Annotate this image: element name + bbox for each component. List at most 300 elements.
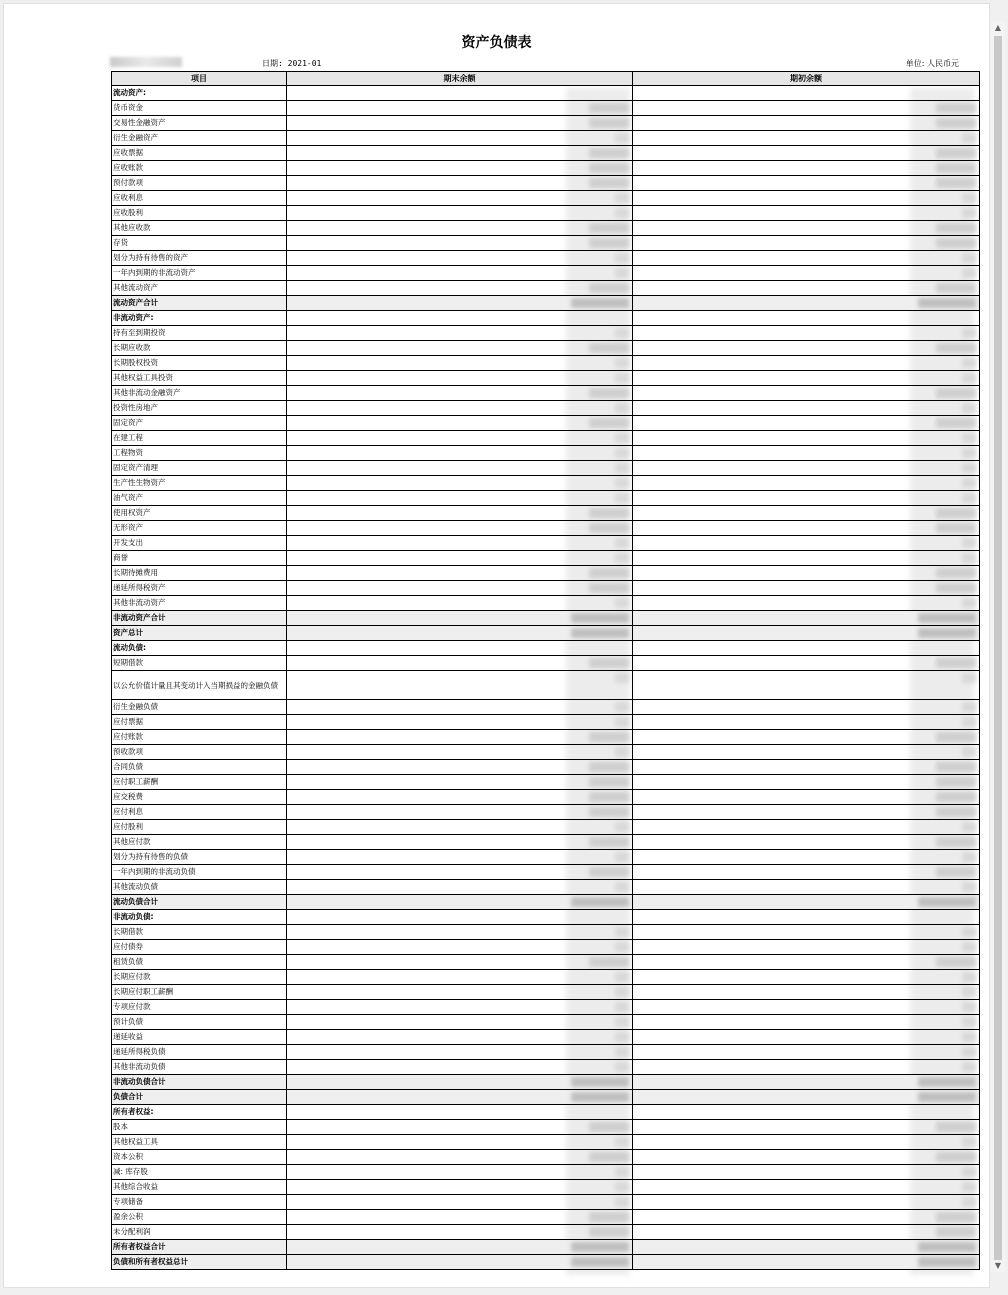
table-row (112, 266, 980, 281)
table-row (112, 116, 980, 131)
table-row (112, 206, 980, 221)
redacted-value (615, 433, 629, 443)
ending-balance-cell (287, 1015, 633, 1030)
table-row (112, 161, 980, 176)
ending-balance-cell (287, 656, 633, 671)
beginning-balance-cell (633, 805, 980, 820)
table-row (112, 805, 980, 820)
row-label: 长期借款 (112, 925, 287, 940)
redacted-value (615, 553, 629, 563)
ending-balance-cell (287, 700, 633, 715)
redacted-value (962, 1182, 976, 1192)
redacted-value (589, 523, 629, 533)
ending-balance-cell (287, 386, 633, 401)
redacted-value (589, 837, 629, 847)
redacted-value (936, 583, 976, 593)
redacted-value (936, 418, 976, 428)
table-row (112, 536, 980, 551)
row-label: 非流动资产合计 (112, 611, 287, 626)
redacted-value (962, 133, 976, 143)
redacted-value (918, 1092, 976, 1102)
ending-balance-cell (287, 1090, 633, 1105)
ending-balance-cell (287, 566, 633, 581)
redacted-value (589, 223, 629, 233)
beginning-balance-cell (633, 536, 980, 551)
table-row (112, 281, 980, 296)
ending-balance-cell (287, 491, 633, 506)
redacted-value (615, 358, 629, 368)
table-row (112, 431, 980, 446)
row-label: 一年内到期的非流动资产 (112, 266, 287, 281)
redacted-value (615, 852, 629, 862)
beginning-balance-cell (633, 1075, 980, 1090)
row-label: 应付债券 (112, 940, 287, 955)
beginning-balance-cell (633, 1105, 980, 1120)
redacted-value (615, 1182, 629, 1192)
redacted-value (936, 283, 976, 293)
redacted-value (962, 328, 976, 338)
beginning-balance-cell (633, 311, 980, 326)
redacted-value (962, 882, 976, 892)
beginning-balance-cell (633, 86, 980, 101)
redacted-value (615, 538, 629, 548)
row-label: 递延所得税负债 (112, 1045, 287, 1060)
ending-balance-cell (287, 805, 633, 820)
row-label: 未分配利润 (112, 1225, 287, 1240)
row-label: 流动负债: (112, 641, 287, 656)
ending-balance-cell (287, 206, 633, 221)
table-row (112, 1210, 980, 1225)
ending-balance-cell (287, 281, 633, 296)
redacted-value (615, 373, 629, 383)
beginning-balance-cell (633, 356, 980, 371)
redacted-value (615, 942, 629, 952)
redacted-value (962, 1017, 976, 1027)
redacted-value (615, 702, 629, 712)
table-row (112, 1165, 980, 1180)
beginning-balance-cell (633, 461, 980, 476)
redacted-value (589, 163, 629, 173)
redacted-value (936, 343, 976, 353)
redacted-value (589, 867, 629, 877)
redacted-value (936, 238, 976, 248)
redacted-value (615, 1137, 629, 1147)
redacted-value (936, 523, 976, 533)
redacted-value (615, 717, 629, 727)
row-label: 应付票据 (112, 715, 287, 730)
beginning-balance-cell (633, 850, 980, 865)
redacted-value (918, 298, 976, 308)
beginning-balance-cell (633, 775, 980, 790)
redacted-value (962, 493, 976, 503)
beginning-balance-cell (633, 880, 980, 895)
redacted-value (962, 253, 976, 263)
ending-balance-cell (287, 745, 633, 760)
redacted-value (615, 1017, 629, 1027)
table-row (112, 101, 980, 116)
redacted-value (936, 508, 976, 518)
redacted-value (936, 1152, 976, 1162)
beginning-balance-cell (633, 730, 980, 745)
redacted-value (936, 837, 976, 847)
redacted-value (589, 238, 629, 248)
ending-balance-cell (287, 476, 633, 491)
ending-balance-cell (287, 101, 633, 116)
row-label: 资本公积 (112, 1150, 287, 1165)
table-row (112, 1105, 980, 1120)
row-label: 流动资产合计 (112, 296, 287, 311)
redacted-value (962, 553, 976, 563)
ending-balance-cell (287, 970, 633, 985)
ending-balance-cell (287, 1165, 633, 1180)
ending-balance-cell (287, 341, 633, 356)
beginning-balance-cell (633, 116, 980, 131)
redacted-value (936, 118, 976, 128)
beginning-balance-cell (633, 1240, 980, 1255)
beginning-balance-cell (633, 910, 980, 925)
table-row (112, 700, 980, 715)
table-row (112, 1075, 980, 1090)
ending-balance-cell (287, 865, 633, 880)
row-label: 负债和所有者权益总计 (112, 1255, 287, 1270)
redacted-value (615, 253, 629, 263)
row-label: 长期应付款 (112, 970, 287, 985)
table-row (112, 1030, 980, 1045)
beginning-balance-cell (633, 820, 980, 835)
ending-balance-cell (287, 790, 633, 805)
row-label: 固定资产清理 (112, 461, 287, 476)
beginning-balance-cell (633, 985, 980, 1000)
redacted-value (962, 1047, 976, 1057)
table-row (112, 970, 980, 985)
ending-balance-cell (287, 86, 633, 101)
row-label: 递延所得税资产 (112, 581, 287, 596)
row-label: 无形资产 (112, 521, 287, 536)
row-label: 生产性生物资产 (112, 476, 287, 491)
redacted-value (962, 1002, 976, 1012)
table-row (112, 491, 980, 506)
table-row (112, 641, 980, 656)
table-row (112, 671, 980, 700)
row-label: 其他流动资产 (112, 281, 287, 296)
redacted-value (589, 957, 629, 967)
scroll-up-icon[interactable]: ▲ (994, 23, 1002, 32)
table-header-row (112, 72, 980, 86)
beginning-balance-cell (633, 1060, 980, 1075)
ending-balance-cell (287, 835, 633, 850)
redacted-value (936, 867, 976, 877)
balance-sheet-table (111, 71, 980, 1270)
row-label: 专项储备 (112, 1195, 287, 1210)
ending-balance-cell (287, 1135, 633, 1150)
redacted-value (571, 298, 629, 308)
ending-balance-cell (287, 1120, 633, 1135)
row-label: 投资性房地产 (112, 401, 287, 416)
row-label: 油气资产 (112, 491, 287, 506)
beginning-balance-cell (633, 1210, 980, 1225)
ending-balance-cell (287, 221, 633, 236)
redacted-value (936, 762, 976, 772)
table-row (112, 221, 980, 236)
table-row (112, 356, 980, 371)
beginning-balance-cell (633, 131, 980, 146)
redacted-value (918, 897, 976, 907)
row-label: 划分为持有待售的负债 (112, 850, 287, 865)
report-sheet (3, 3, 990, 1288)
redacted-value (589, 777, 629, 787)
row-label: 应收利息 (112, 191, 287, 206)
row-label: 应付利息 (112, 805, 287, 820)
ending-balance-cell (287, 1045, 633, 1060)
ending-balance-cell (287, 925, 633, 940)
table-row (112, 1225, 980, 1240)
table-row (112, 1135, 980, 1150)
redacted-value (615, 1047, 629, 1057)
row-label: 固定资产 (112, 416, 287, 431)
row-label: 工程物资 (112, 446, 287, 461)
beginning-balance-cell (633, 206, 980, 221)
beginning-balance-cell (633, 371, 980, 386)
redacted-value (589, 792, 629, 802)
table-row (112, 446, 980, 461)
row-label: 其他权益工具投资 (112, 371, 287, 386)
beginning-balance-cell (633, 1135, 980, 1150)
redacted-value (918, 1242, 976, 1252)
redacted-value (615, 598, 629, 608)
beginning-balance-cell (633, 1015, 980, 1030)
beginning-balance-cell (633, 491, 980, 506)
redacted-value (962, 1062, 976, 1072)
beginning-balance-cell (633, 386, 980, 401)
redacted-value (962, 403, 976, 413)
table-row (112, 386, 980, 401)
ending-balance-cell (287, 611, 633, 626)
redacted-value (571, 1077, 629, 1087)
table-row (112, 611, 980, 626)
redacted-value (589, 343, 629, 353)
row-label: 长期应收款 (112, 341, 287, 356)
beginning-balance-cell (633, 790, 980, 805)
redacted-value (962, 942, 976, 952)
redacted-value (962, 598, 976, 608)
row-label: 长期股权投资 (112, 356, 287, 371)
beginning-balance-cell (633, 401, 980, 416)
row-label: 其他权益工具 (112, 1135, 287, 1150)
row-label: 应付账款 (112, 730, 287, 745)
beginning-balance-cell (633, 940, 980, 955)
redacted-value (962, 673, 976, 683)
beginning-balance-cell (633, 191, 980, 206)
row-label: 其他综合收益 (112, 1180, 287, 1195)
beginning-balance-cell (633, 671, 980, 700)
ending-balance-cell (287, 191, 633, 206)
redacted-value (962, 1197, 976, 1207)
table-row (112, 371, 980, 386)
ending-balance-cell (287, 311, 633, 326)
ending-balance-cell (287, 131, 633, 146)
redacted-value (615, 328, 629, 338)
beginning-balance-cell (633, 506, 980, 521)
row-label: 开发支出 (112, 536, 287, 551)
beginning-balance-cell (633, 476, 980, 491)
table-row (112, 1240, 980, 1255)
redacted-value (962, 1167, 976, 1177)
beginning-balance-cell (633, 895, 980, 910)
table-row (112, 1090, 980, 1105)
redacted-value (918, 1077, 976, 1087)
ending-balance-cell (287, 760, 633, 775)
redacted-value (962, 987, 976, 997)
beginning-balance-cell (633, 431, 980, 446)
ending-balance-cell (287, 371, 633, 386)
row-label: 使用权资产 (112, 506, 287, 521)
table-row (112, 760, 980, 775)
row-label: 非流动负债: (112, 910, 287, 925)
ending-balance-cell (287, 551, 633, 566)
redacted-value (936, 957, 976, 967)
beginning-balance-cell (633, 296, 980, 311)
beginning-balance-cell (633, 176, 980, 191)
row-label: 应交税费 (112, 790, 287, 805)
table-row (112, 955, 980, 970)
redacted-value (936, 777, 976, 787)
row-label: 商誉 (112, 551, 287, 566)
row-label: 在建工程 (112, 431, 287, 446)
ending-balance-cell (287, 820, 633, 835)
table-row (112, 910, 980, 925)
beginning-balance-cell (633, 1045, 980, 1060)
table-row (112, 820, 980, 835)
table-row (112, 311, 980, 326)
row-label: 应收票据 (112, 146, 287, 161)
vertical-scrollbar[interactable] (991, 22, 1005, 1272)
ending-balance-cell (287, 596, 633, 611)
ending-balance-cell (287, 641, 633, 656)
row-label: 预收款项 (112, 745, 287, 760)
row-label: 以公允价值计量且其变动计入当期损益的金融负债 (112, 671, 287, 700)
row-label: 其他非流动金融资产 (112, 386, 287, 401)
redacted-value (615, 882, 629, 892)
table-row (112, 1045, 980, 1060)
beginning-balance-cell (633, 1090, 980, 1105)
table-row (112, 476, 980, 491)
row-label: 递延收益 (112, 1030, 287, 1045)
row-label: 所有者权益: (112, 1105, 287, 1120)
table-row (112, 940, 980, 955)
redacted-value (571, 1242, 629, 1252)
redacted-value (571, 613, 629, 623)
ending-balance-cell (287, 775, 633, 790)
beginning-balance-cell (633, 1195, 980, 1210)
row-label: 长期待摊费用 (112, 566, 287, 581)
beginning-balance-cell (633, 341, 980, 356)
redacted-value (962, 852, 976, 862)
redacted-value (615, 448, 629, 458)
redacted-value (962, 358, 976, 368)
redacted-value (936, 388, 976, 398)
table-row (112, 326, 980, 341)
table-row (112, 790, 980, 805)
redacted-value (936, 1227, 976, 1237)
scroll-thumb[interactable] (994, 36, 1002, 1260)
redacted-value (589, 178, 629, 188)
ending-balance-cell (287, 1150, 633, 1165)
table-row (112, 551, 980, 566)
redacted-value (918, 1257, 976, 1267)
ending-balance-cell (287, 1060, 633, 1075)
beginning-balance-cell (633, 970, 980, 985)
redacted-value (936, 148, 976, 158)
row-label: 其他非流动资产 (112, 596, 287, 611)
redacted-value (589, 283, 629, 293)
beginning-balance-cell (633, 1165, 980, 1180)
redacted-value (615, 478, 629, 488)
redacted-value (936, 1212, 976, 1222)
redacted-value (962, 208, 976, 218)
table-row (112, 146, 980, 161)
row-label: 其他流动负债 (112, 880, 287, 895)
redacted-value (615, 987, 629, 997)
beginning-balance-cell (633, 221, 980, 236)
redacted-value (589, 1152, 629, 1162)
table-row (112, 1180, 980, 1195)
beginning-balance-cell (633, 521, 980, 536)
ending-balance-cell (287, 895, 633, 910)
table-row (112, 566, 980, 581)
row-label: 预计负债 (112, 1015, 287, 1030)
redacted-value (936, 792, 976, 802)
row-label: 应付职工薪酬 (112, 775, 287, 790)
beginning-balance-cell (633, 760, 980, 775)
table-row (112, 416, 980, 431)
redacted-value (589, 732, 629, 742)
table-row (112, 656, 980, 671)
row-label: 短期借款 (112, 656, 287, 671)
beginning-balance-cell (633, 416, 980, 431)
beginning-balance-cell (633, 715, 980, 730)
beginning-balance-cell (633, 551, 980, 566)
redacted-value (571, 1257, 629, 1267)
redacted-value (571, 897, 629, 907)
row-label: 所有者权益合计 (112, 1240, 287, 1255)
redacted-value (589, 508, 629, 518)
table-row (112, 865, 980, 880)
redacted-value (615, 1197, 629, 1207)
redacted-value (918, 628, 976, 638)
redacted-value (962, 717, 976, 727)
ending-balance-cell (287, 1075, 633, 1090)
table-row (112, 850, 980, 865)
redacted-value (615, 133, 629, 143)
table-row (112, 895, 980, 910)
table-row (112, 86, 980, 101)
row-label: 衍生金融负债 (112, 700, 287, 715)
beginning-balance-cell (633, 626, 980, 641)
beginning-balance-cell (633, 266, 980, 281)
scroll-down-icon[interactable]: ▼ (994, 1261, 1002, 1270)
beginning-balance-cell (633, 1180, 980, 1195)
redacted-value (962, 1032, 976, 1042)
redacted-value (589, 1122, 629, 1132)
ending-balance-cell (287, 176, 633, 191)
row-label: 持有至到期投资 (112, 326, 287, 341)
redacted-value (962, 822, 976, 832)
ending-balance-cell (287, 626, 633, 641)
ending-balance-cell (287, 461, 633, 476)
redacted-value (589, 148, 629, 158)
beginning-balance-cell (633, 925, 980, 940)
row-label: 应收账款 (112, 161, 287, 176)
